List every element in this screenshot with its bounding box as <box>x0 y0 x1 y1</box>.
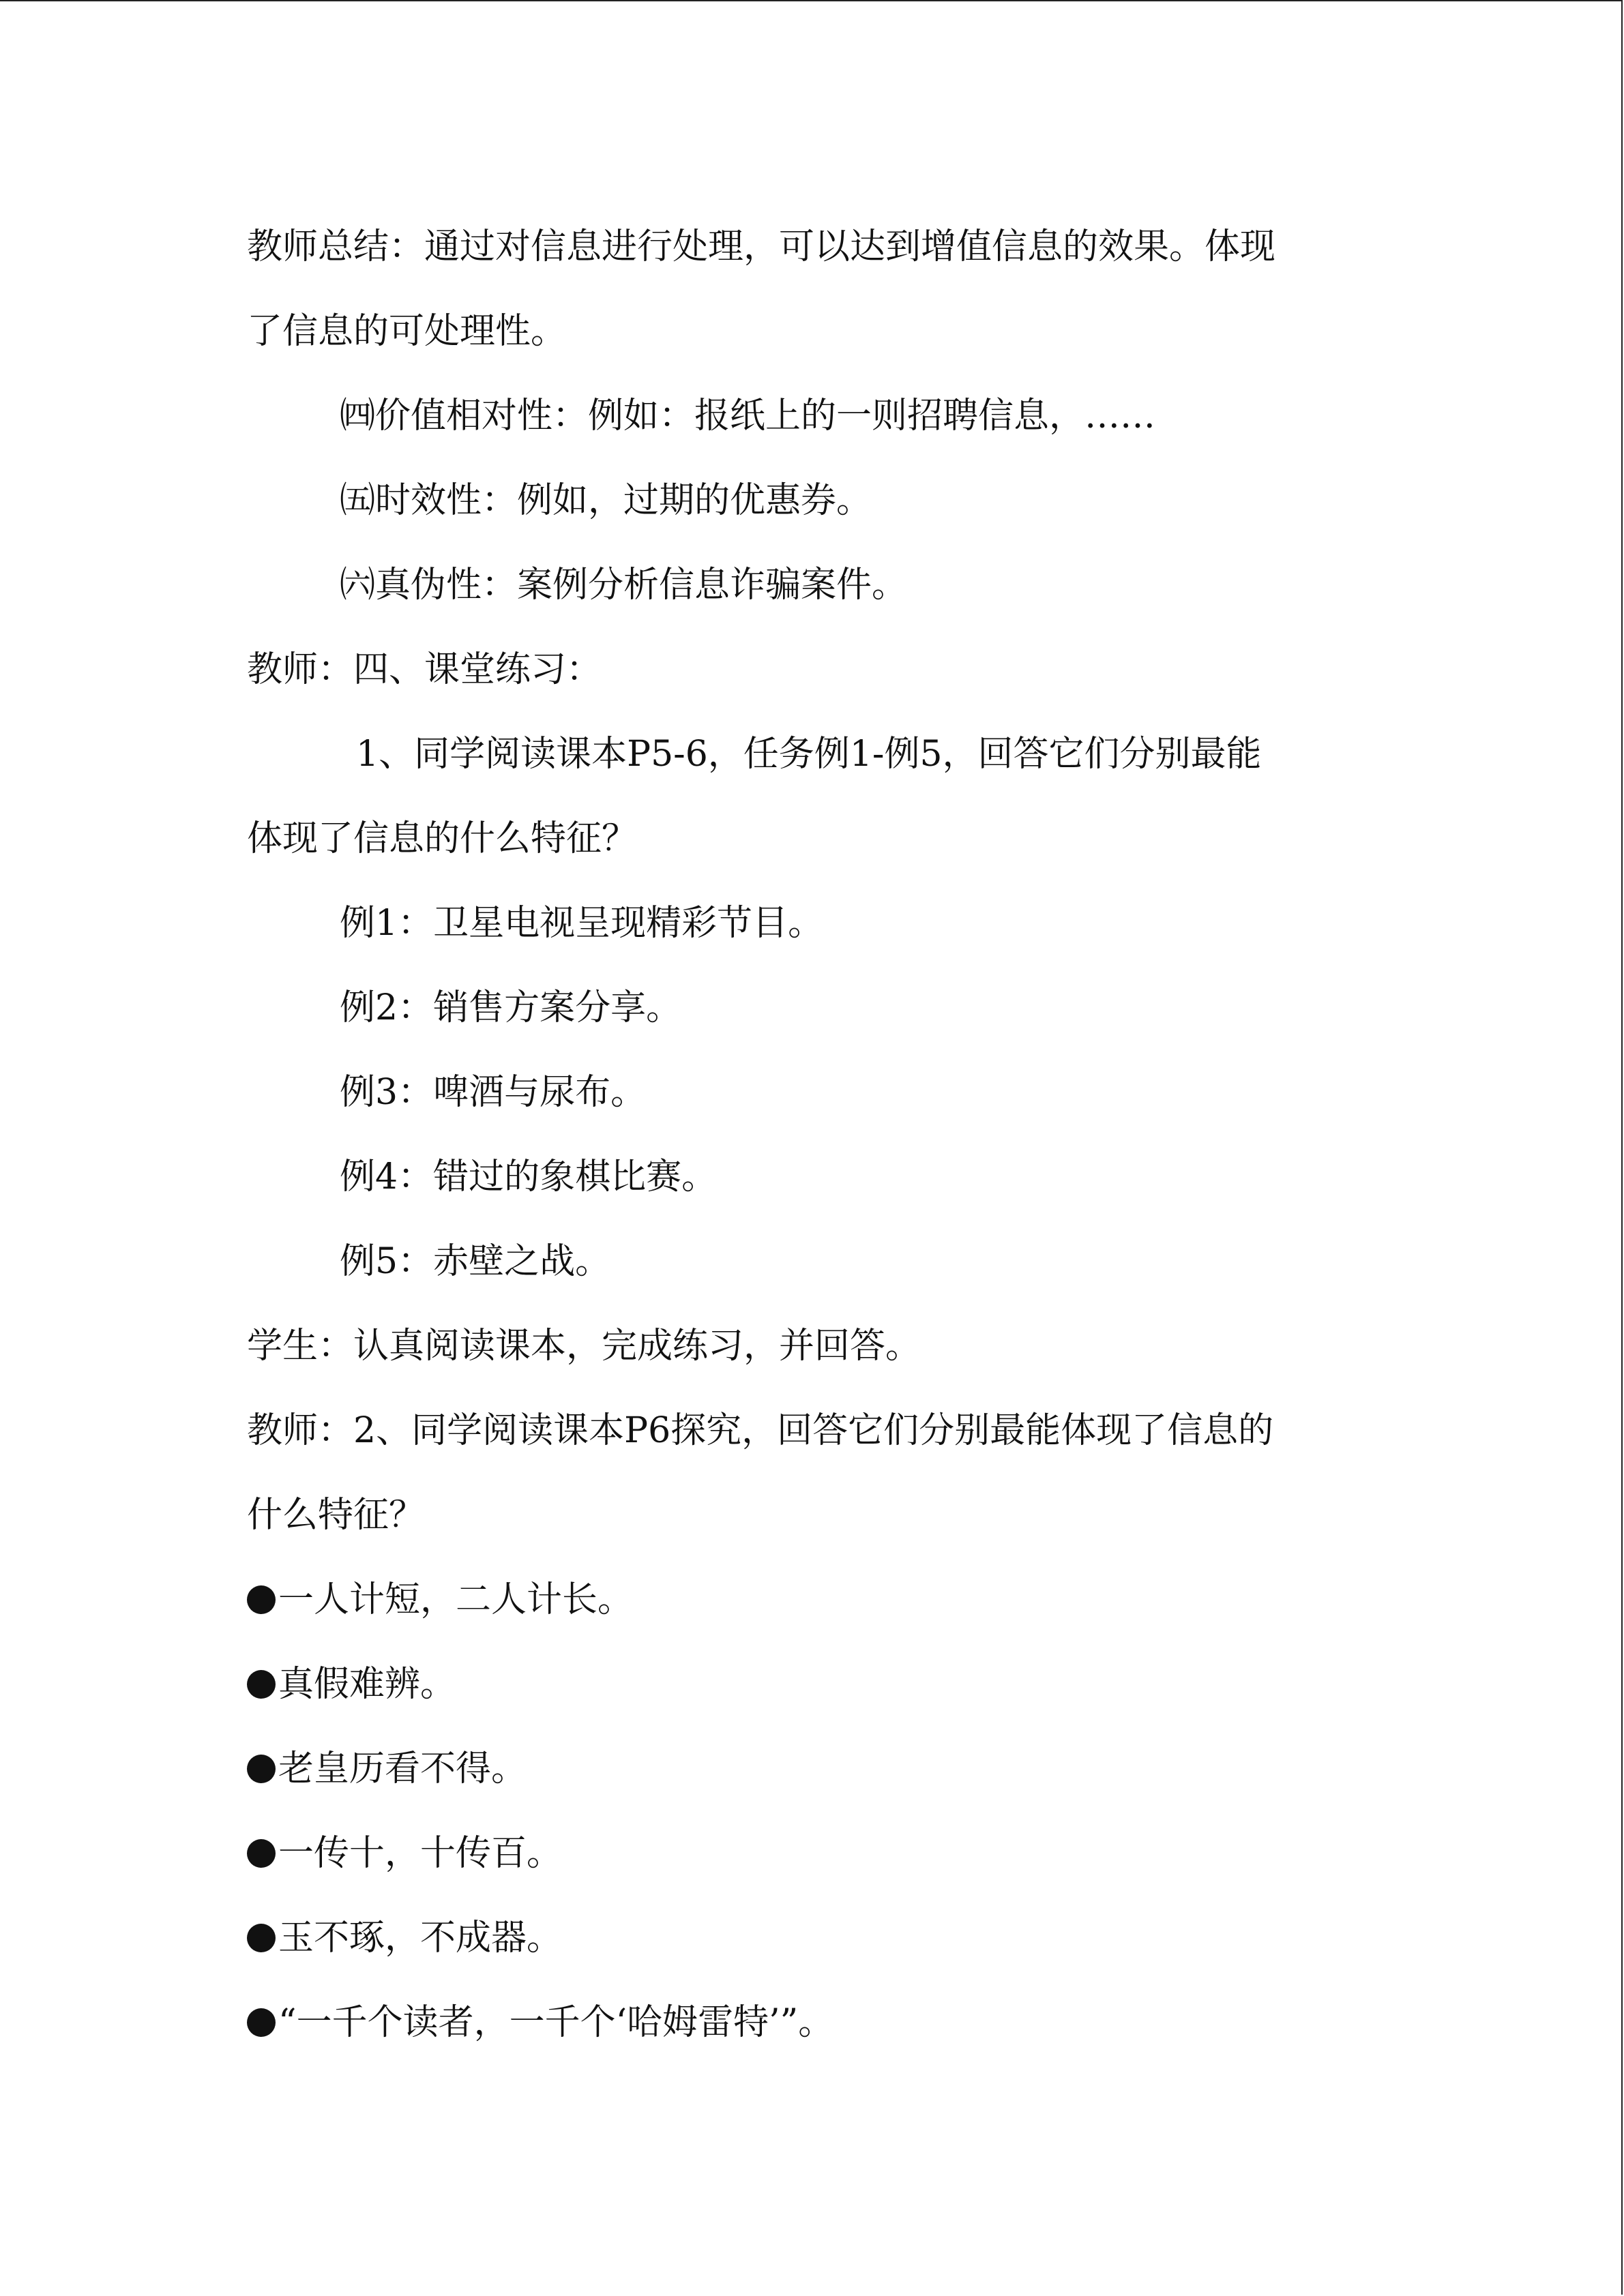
bullet-text: “一千个读者，一千个‘哈姆雷特’”。 <box>278 2002 834 2043</box>
text-line: ㈣价值相对性：例如：报纸上的一则招聘信息，…… <box>340 396 1156 436</box>
bullet-item <box>247 1980 1379 2065</box>
document-body <box>247 205 1379 2065</box>
bullet-text: 真假难辨。 <box>278 1664 456 1705</box>
text-line: 例1：卫星电视呈现精彩节目。 <box>340 903 824 944</box>
text-line: ㈥真伪性：案例分析信息诈骗案件。 <box>340 565 908 606</box>
bullet-icon <box>247 1755 276 1783</box>
bullet-item <box>247 1557 1379 1642</box>
bullet-text: 老皇历看不得。 <box>278 1748 527 1789</box>
text-line: 例5：赤壁之战。 <box>340 1241 611 1282</box>
text-line: 例3：啤酒与尿布。 <box>340 1072 647 1113</box>
bullet-item <box>247 1727 1379 1811</box>
text-line: 体现了信息的什么特征？ <box>247 818 638 859</box>
text-line: 学生：认真阅读课本，完成练习，并回答。 <box>247 1326 921 1367</box>
bullet-icon <box>247 1585 276 1614</box>
text-line: 教师：2、同学阅读课本P6探究，回答它们分别最能体现了信息的 <box>247 1410 1274 1451</box>
bullet-text: 一人计短，二人计长。 <box>278 1579 634 1620</box>
bullet-item <box>247 1642 1379 1727</box>
bullet-icon <box>247 2008 276 2037</box>
bullet-text: 玉不琢，不成器。 <box>278 1918 563 1958</box>
text-line: 什么特征？ <box>247 1495 425 1536</box>
bullet-icon <box>247 1839 276 1868</box>
text-line: 例2：销售方案分享。 <box>340 987 682 1028</box>
text-line: 教师总结：通过对信息进行处理，可以达到增值信息的效果。体现 <box>247 226 1276 267</box>
bullet-icon <box>247 1924 276 1952</box>
text-line: 1、同学阅读课本P5-6，任务例1-例5，回答它们分别最能 <box>356 734 1262 775</box>
bullet-icon <box>247 1670 276 1699</box>
text-line: 教师：四、课堂练习： <box>247 649 602 690</box>
bullet-item <box>247 1896 1379 1980</box>
bullet-text: 一传十，十传百。 <box>278 1833 563 1874</box>
text-line: 例4：错过的象棋比赛。 <box>340 1157 718 1197</box>
bullet-item <box>247 1811 1379 1896</box>
text-line: ㈤时效性：例如，过期的优惠券。 <box>340 480 872 521</box>
text-line: 了信息的可处理性。 <box>247 311 567 352</box>
